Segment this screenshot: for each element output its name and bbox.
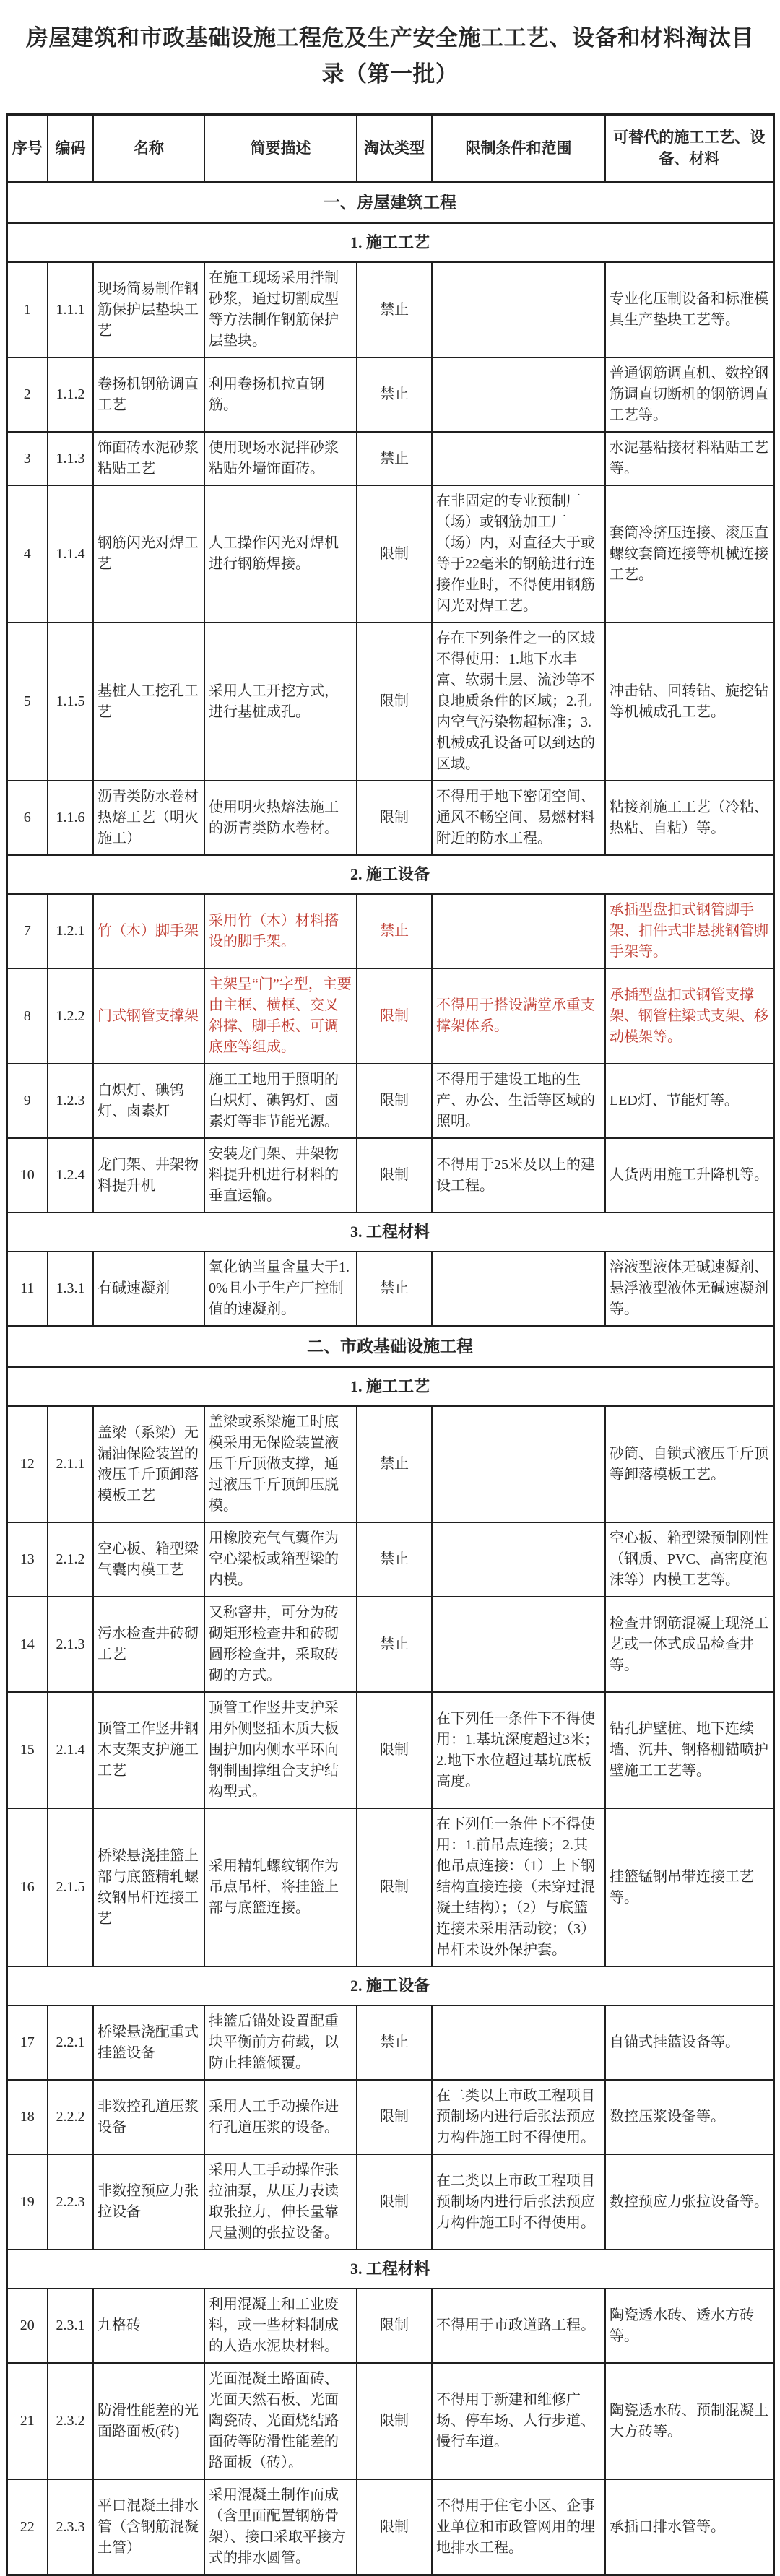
cell-type: 禁止 [357,1522,432,1597]
cell-desc: 安装龙门架、井架物料提升机进行材料的垂直运输。 [204,1138,357,1213]
cell-restriction [432,432,605,485]
cell-code: 1.1.6 [48,781,93,855]
cell-type: 禁止 [357,1597,432,1692]
cell-code: 1.1.5 [48,623,93,781]
cell-alternative: 砂筒、自锁式液压千斤顶等卸落模板工艺。 [605,1406,774,1522]
subsection-label: 3. 工程材料 [6,1213,774,1252]
subsection-label: 2. 施工设备 [6,1966,774,2005]
table-row [6,1064,774,1138]
table-row [6,357,774,432]
cell-no: 2 [6,357,48,432]
section-label: 一、房屋建筑工程 [6,182,774,223]
cell-restriction: 在下列任一条件下不得使用：1.基坑深度超过3米；2.地下水位超过基坑底板高度。 [432,1692,605,1808]
cell-name: 卷扬机钢筋调直工艺 [93,357,204,432]
cell-alternative: 承插型盘扣式钢管脚手架、扣件式非悬挑钢管脚手架等。 [605,894,774,968]
cell-no: 11 [6,1252,48,1326]
cell-type: 限制 [357,1064,432,1138]
cell-code: 2.2.2 [48,2080,93,2154]
cell-type: 禁止 [357,262,432,357]
cell-restriction: 不得用于市政道路工程。 [432,2289,605,2363]
cell-name: 饰面砖水泥砂浆粘贴工艺 [93,432,204,485]
cell-name: 现场简易制作钢筋保护层垫块工艺 [93,262,204,357]
cell-type: 禁止 [357,894,432,968]
cell-no: 5 [6,623,48,781]
cell-alternative: 粘接剂施工工艺（冷粘、热粘、自粘）等。 [605,781,774,855]
cell-no: 19 [6,2154,48,2250]
cell-desc: 又称窨井，可分为砖砌矩形检查井和砖砌圆形检查井，采取砖砌的方式。 [204,1597,357,1692]
section-label: 二、市政基础设施工程 [6,1326,774,1367]
col-no: 序号 [6,115,48,182]
cell-no: 8 [6,968,48,1064]
cell-name: 非数控孔道压浆设备 [93,2080,204,2154]
cell-desc: 采用精轧螺纹钢作为吊点吊杆，将挂篮上部与底篮连接。 [204,1808,357,1966]
cell-no: 22 [6,2479,48,2575]
cell-code: 2.1.2 [48,1522,93,1597]
cell-code: 1.1.2 [48,357,93,432]
cell-alternative: 冲击钻、回转钻、旋挖钻等机械成孔工艺。 [605,623,774,781]
cell-restriction: 不得用于新建和维修广场、停车场、人行步道、慢行车道。 [432,2363,605,2479]
cell-name: 防滑性能差的光面路面板(砖) [93,2363,204,2479]
cell-restriction: 不得用于25米及以上的建设工程。 [432,1138,605,1213]
cell-no: 15 [6,1692,48,1808]
cell-alternative: 承插口排水管等。 [605,2479,774,2575]
cell-desc: 采用人工手动操作张拉油泵，从压力表读取张拉力，伸长量靠尺量测的张拉设备。 [204,2154,357,2250]
cell-type: 限制 [357,2080,432,2154]
table-row [6,2080,774,2154]
cell-name: 钢筋闪光对焊工艺 [93,485,204,623]
cell-desc: 人工操作闪光对焊机进行钢筋焊接。 [204,485,357,623]
cell-name: 沥青类防水卷材热熔工艺（明火施工） [93,781,204,855]
cell-desc: 利用混凝土和工业废料，或一些材料制成的人造水泥块材料。 [204,2289,357,2363]
subsection-label: 1. 施工工艺 [6,223,774,262]
cell-code: 2.3.3 [48,2479,93,2575]
cell-code: 1.1.3 [48,432,93,485]
cell-no: 3 [6,432,48,485]
table-row [6,1808,774,1966]
table-row [6,781,774,855]
cell-alternative: 套筒冷挤压连接、滚压直螺纹套筒连接等机械连接工艺。 [605,485,774,623]
cell-restriction: 不得用于建设工地的生产、办公、生活等区域的照明。 [432,1064,605,1138]
cell-name: 白炽灯、碘钨灯、卤素灯 [93,1064,204,1138]
cell-restriction [432,2005,605,2080]
cell-restriction: 不得用于住宅小区、企事业单位和市政管网用的埋地排水工程。 [432,2479,605,2575]
cell-type: 限制 [357,485,432,623]
table-row [6,2363,774,2479]
cell-name: 有碱速凝剂 [93,1252,204,1326]
col-desc: 简要描述 [204,115,357,182]
cell-desc: 利用卷扬机拉直钢筋。 [204,357,357,432]
cell-alternative: 数控压浆设备等。 [605,2080,774,2154]
elimination-catalog-table [6,113,775,2576]
col-restriction: 限制条件和范围 [432,115,605,182]
cell-code: 2.1.5 [48,1808,93,1966]
cell-type: 限制 [357,2289,432,2363]
cell-no: 9 [6,1064,48,1138]
cell-no: 18 [6,2080,48,2154]
cell-desc: 采用混凝土制作而成（含里面配置钢筋骨架）、接口采取平接方式的排水圆管。 [204,2479,357,2575]
cell-code: 1.1.4 [48,485,93,623]
cell-name: 桥梁悬浇挂篮上部与底篮精轧螺纹钢吊杆连接工艺 [93,1808,204,1966]
cell-name: 九格砖 [93,2289,204,2363]
cell-type: 限制 [357,968,432,1064]
cell-desc: 使用现场水泥拌砂浆粘贴外墙饰面砖。 [204,432,357,485]
cell-alternative: LED灯、节能灯等。 [605,1064,774,1138]
cell-name: 盖梁（系梁）无漏油保险装置的液压千斤顶卸落模板工艺 [93,1406,204,1522]
cell-code: 1.2.4 [48,1138,93,1213]
cell-restriction: 在二类以上市政工程项目预制场内进行后张法预应力构件施工时不得使用。 [432,2080,605,2154]
cell-restriction: 在下列任一条件下不得使用：1.前吊点连接；2.其他吊点连接：（1）上下钢结构直接连接（未穿过混凝土结构）；（2）与底篮连接未采用活动铰；（3）吊杆未设外保护套。 [432,1808,605,1966]
table-row [6,2479,774,2575]
subsection-row [6,2250,774,2289]
table-body [6,182,774,2575]
cell-restriction [432,1522,605,1597]
table-row [6,623,774,781]
cell-restriction: 在二类以上市政工程项目预制场内进行后张法预应力构件施工时不得使用。 [432,2154,605,2250]
cell-desc: 采用竹（木）材料搭设的脚手架。 [204,894,357,968]
cell-name: 污水检查井砖砌工艺 [93,1597,204,1692]
cell-desc: 顶管工作竖井支护采用外侧竖插木质大板围护加内侧水平环向钢制围撑组合支护结构型式。 [204,1692,357,1808]
subsection-row [6,1213,774,1252]
cell-name: 竹（木）脚手架 [93,894,204,968]
cell-name: 基桩人工挖孔工艺 [93,623,204,781]
cell-name: 空心板、箱型梁气囊内模工艺 [93,1522,204,1597]
cell-desc: 盖梁或系梁施工时底模采用无保险装置液压千斤顶做支撑，通过液压千斤顶卸压脱模。 [204,1406,357,1522]
cell-no: 16 [6,1808,48,1966]
cell-no: 10 [6,1138,48,1213]
cell-alternative: 专业化压制设备和标准模具生产垫块工艺等。 [605,262,774,357]
cell-code: 2.3.2 [48,2363,93,2479]
cell-code: 1.2.2 [48,968,93,1064]
table-row [6,1597,774,1692]
col-code: 编码 [48,115,93,182]
table-row [6,1522,774,1597]
cell-alternative: 数控预应力张拉设备等。 [605,2154,774,2250]
cell-restriction [432,1252,605,1326]
col-type: 淘汰类型 [357,115,432,182]
cell-restriction: 不得用于地下密闭空间、通风不畅空间、易燃材料附近的防水工程。 [432,781,605,855]
subsection-label: 3. 工程材料 [6,2250,774,2289]
table-header-row [6,115,774,182]
cell-alternative: 水泥基粘接材料粘贴工艺等。 [605,432,774,485]
cell-alternative: 承插型盘扣式钢管支撑架、钢管柱梁式支架、移动模架等。 [605,968,774,1064]
cell-no: 17 [6,2005,48,2080]
cell-name: 龙门架、井架物料提升机 [93,1138,204,1213]
cell-name: 门式钢管支撑架 [93,968,204,1064]
cell-alternative: 空心板、箱型梁预制刚性（钢质、PVC、高密度泡沫等）内模工艺等。 [605,1522,774,1597]
cell-code: 2.1.1 [48,1406,93,1522]
col-name: 名称 [93,115,204,182]
cell-name: 桥梁悬浇配重式挂篮设备 [93,2005,204,2080]
subsection-row [6,1367,774,1406]
table-row [6,1138,774,1213]
cell-type: 禁止 [357,432,432,485]
cell-type: 禁止 [357,1252,432,1326]
cell-restriction [432,1406,605,1522]
cell-restriction [432,262,605,357]
cell-restriction: 在非固定的专业预制厂（场）或钢筋加工厂（场）内，对直径大于或等于22毫米的钢筋进行连接作业时，不得使用钢筋闪光对焊工艺。 [432,485,605,623]
table-row [6,968,774,1064]
cell-code: 2.2.3 [48,2154,93,2250]
table-row [6,262,774,357]
subsection-row [6,223,774,262]
cell-no: 12 [6,1406,48,1522]
page-title: 房屋建筑和市政基础设施工程危及生产安全施工工艺、设备和材料淘汰目录（第一批） [26,25,754,87]
subsection-label: 1. 施工工艺 [6,1367,774,1406]
cell-no: 20 [6,2289,48,2363]
cell-desc: 用橡胶充气气囊作为空心梁板或箱型梁的内模。 [204,1522,357,1597]
subsection-label: 2. 施工设备 [6,855,774,894]
cell-code: 2.3.1 [48,2289,93,2363]
cell-code: 1.3.1 [48,1252,93,1326]
cell-code: 1.2.1 [48,894,93,968]
cell-desc: 在施工现场采用拌制砂浆，通过切割成型等方法制作钢筋保护层垫块。 [204,262,357,357]
table-row [6,1692,774,1808]
cell-restriction: 存在下列条件之一的区域不得使用：1.地下水丰富、软弱土层、流沙等不良地质条件的区域；2.孔内空气污染物超标准；3.机械成孔设备可以到达的区域。 [432,623,605,781]
cell-code: 1.1.1 [48,262,93,357]
cell-alternative: 检查井钢筋混凝土现浇工艺或一体式成品检查井等。 [605,1597,774,1692]
cell-no: 14 [6,1597,48,1692]
table-header [6,115,774,182]
cell-type: 限制 [357,2363,432,2479]
subsection-row [6,1966,774,2005]
table-row [6,2154,774,2250]
cell-type: 禁止 [357,1406,432,1522]
table-row [6,894,774,968]
section-row [6,182,774,223]
cell-code: 2.1.3 [48,1597,93,1692]
cell-type: 限制 [357,1692,432,1808]
cell-alternative: 挂篮锰钢吊带连接工艺等。 [605,1808,774,1966]
table-row [6,485,774,623]
cell-no: 1 [6,262,48,357]
cell-alternative: 自锚式挂篮设备等。 [605,2005,774,2080]
cell-desc: 采用人工手动操作进行孔道压浆的设备。 [204,2080,357,2154]
subsection-row [6,855,774,894]
cell-restriction [432,1597,605,1692]
cell-desc: 使用明火热熔法施工的沥青类防水卷材。 [204,781,357,855]
cell-code: 2.1.4 [48,1692,93,1808]
cell-alternative: 陶瓷透水砖、预制混凝土大方砖等。 [605,2363,774,2479]
cell-no: 7 [6,894,48,968]
cell-desc: 主架呈“门”字型，主要由主框、横框、交叉斜撑、脚手板、可调底座等组成。 [204,968,357,1064]
cell-desc: 光面混凝土路面砖、光面天然石板、光面陶瓷砖、光面烧结路面砖等防滑性能差的路面板（砖）。 [204,2363,357,2479]
cell-alternative: 普通钢筋调直机、数控钢筋调直切断机的钢筋调直工艺等。 [605,357,774,432]
table-row [6,2005,774,2080]
cell-desc: 氧化钠当量含量大于1.0%且小于生产厂控制值的速凝剂。 [204,1252,357,1326]
cell-alternative: 人货两用施工升降机等。 [605,1138,774,1213]
table-row [6,1406,774,1522]
cell-alternative: 陶瓷透水砖、透水方砖等。 [605,2289,774,2363]
cell-restriction: 不得用于搭设满堂承重支撑架体系。 [432,968,605,1064]
section-row [6,1326,774,1367]
cell-alternative: 溶液型液体无碱速凝剂、悬浮液型液体无碱速凝剂等。 [605,1252,774,1326]
cell-desc: 采用人工开挖方式，进行基桩成孔。 [204,623,357,781]
cell-type: 限制 [357,623,432,781]
cell-restriction [432,357,605,432]
cell-no: 21 [6,2363,48,2479]
cell-type: 限制 [357,781,432,855]
table-row [6,432,774,485]
table-row [6,1252,774,1326]
cell-desc: 挂篮后锚处设置配重块平衡前方荷载，以防止挂篮倾覆。 [204,2005,357,2080]
cell-no: 13 [6,1522,48,1597]
cell-type: 限制 [357,2154,432,2250]
cell-type: 禁止 [357,357,432,432]
cell-name: 平口混凝土排水管（含钢筋混凝土管） [93,2479,204,2575]
cell-alternative: 钻孔护壁桩、地下连续墙、沉井、钢格栅锚喷护壁施工工艺等。 [605,1692,774,1808]
cell-type: 限制 [357,1808,432,1966]
table-row [6,2289,774,2363]
cell-restriction [432,894,605,968]
cell-code: 2.2.1 [48,2005,93,2080]
cell-type: 禁止 [357,2005,432,2080]
cell-no: 6 [6,781,48,855]
cell-code: 1.2.3 [48,1064,93,1138]
cell-desc: 施工工地用于照明的白炽灯、碘钨灯、卤素灯等非节能光源。 [204,1064,357,1138]
cell-name: 顶管工作竖井钢木支架支护施工工艺 [93,1692,204,1808]
cell-type: 限制 [357,1138,432,1213]
cell-no: 4 [6,485,48,623]
cell-name: 非数控预应力张拉设备 [93,2154,204,2250]
col-alternative: 可替代的施工工艺、设备、材料 [605,115,774,182]
cell-type: 限制 [357,2479,432,2575]
